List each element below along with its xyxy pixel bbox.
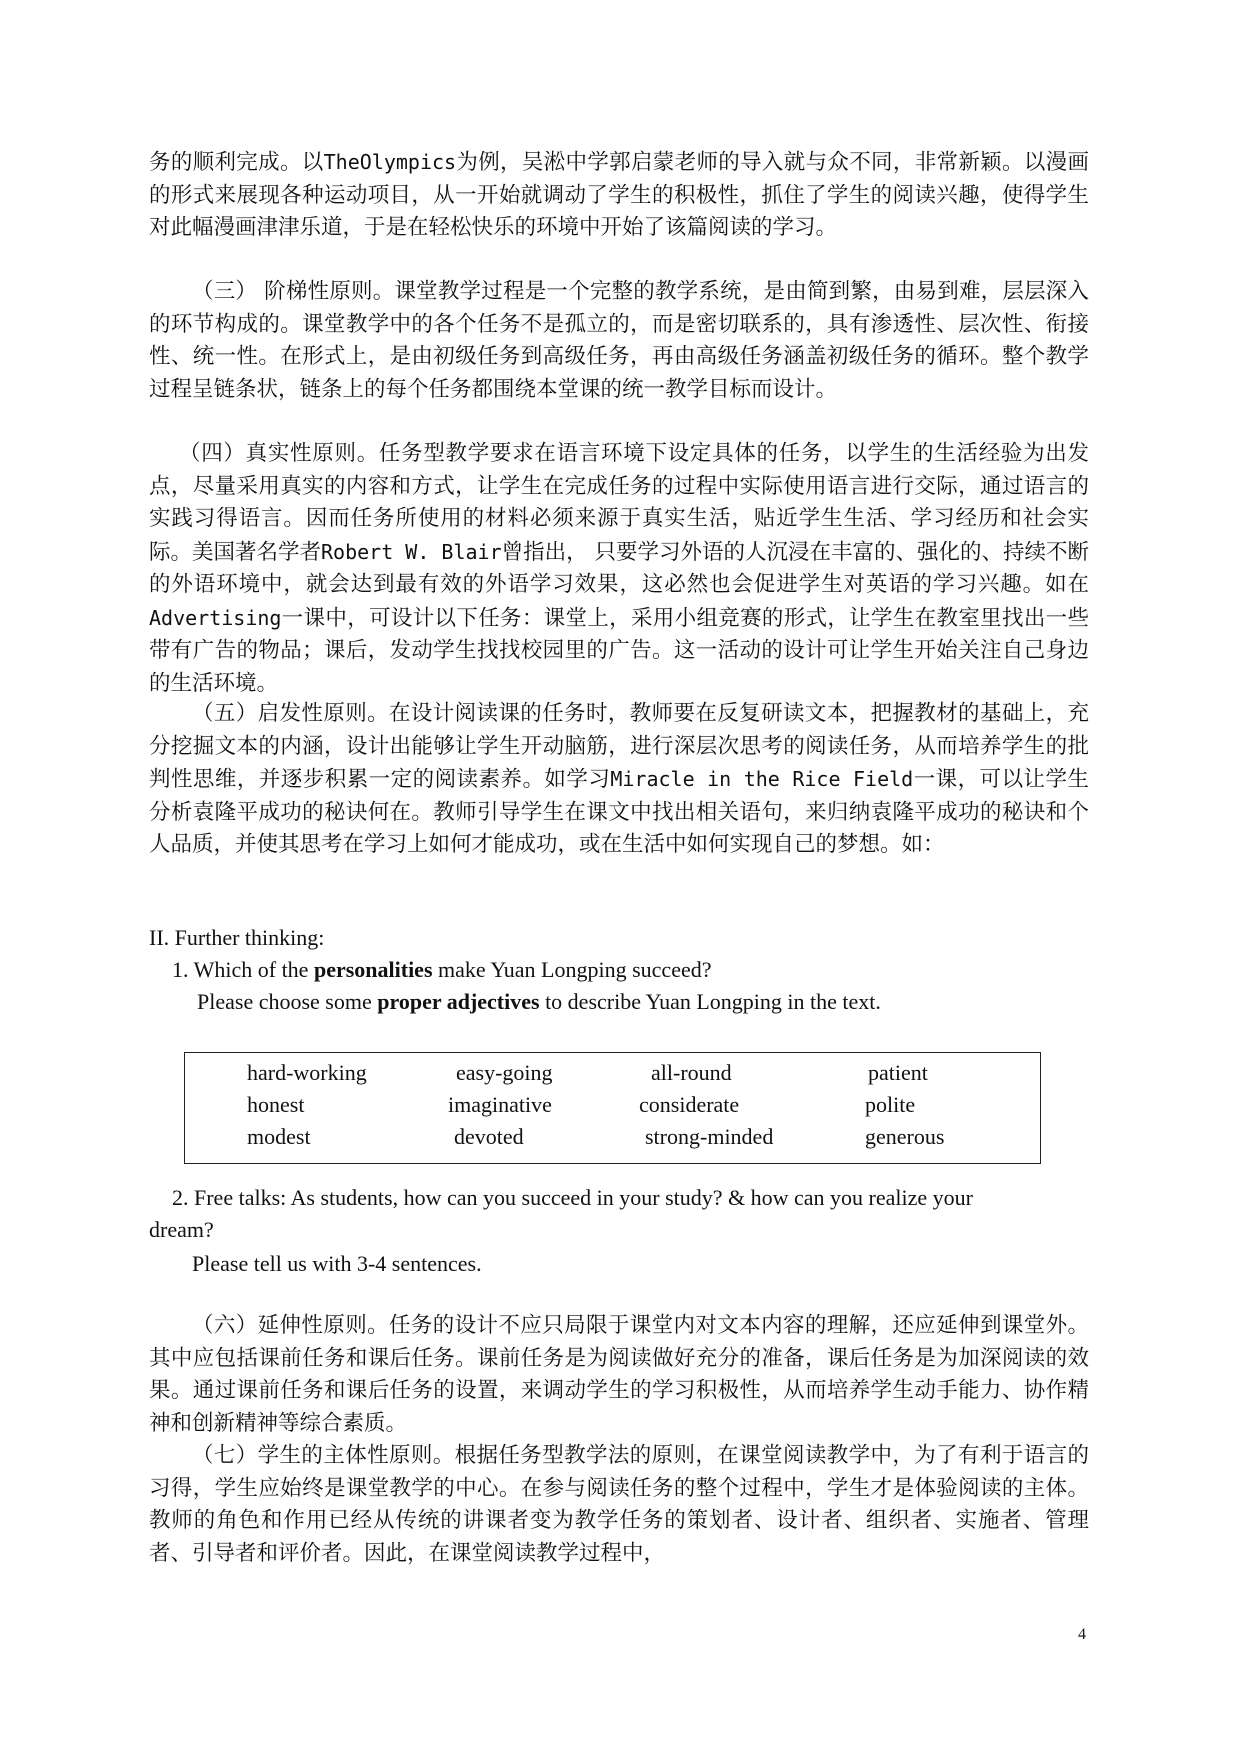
text-run: to describe Yuan Longping in the text.: [539, 989, 881, 1014]
exercise-question-1: [172, 954, 712, 986]
text-run: 曾指出， 只要学习外语的人沉浸在丰富的、强化的、持续不断的外语环境中，就会达到最有效的外语学习效果，这必然也会促进学生对英语的学习兴趣。如在: [149, 539, 1089, 597]
text-run: make Yuan Longping succeed?: [432, 957, 712, 982]
exercise-heading: II. Further thinking:: [149, 925, 325, 950]
adjective-cell: all-round: [651, 1060, 732, 1085]
paragraph-intro-example: [149, 146, 1089, 276]
adjective-cell: polite: [865, 1092, 916, 1117]
text-run-english: TheOlympics: [323, 150, 457, 174]
exercise-question-1-instruction: [197, 986, 881, 1018]
adjective-cell: considerate: [639, 1092, 740, 1117]
text-run: 一课中，可设计以下任务：课堂上，采用小组竞赛的形式，让学生在教室里找出一些带有广告的物品；课后，发动学生找找校园里的广告。这一活动的设计可让学生开始关注自己身边的生活环境。: [149, 605, 1089, 696]
exercise-question-2-line-2: dream?: [149, 1217, 214, 1242]
paragraph-principle-6: [149, 1310, 1089, 1440]
paragraph-principle-4: [149, 438, 1089, 700]
paragraph-principle-7: [149, 1440, 1089, 1570]
adjective-cell: imaginative: [448, 1092, 552, 1117]
paragraph-principle-5: [149, 698, 1089, 862]
text-run: （五）启发性原则。在设计阅读课的任务时，教师要在反复研读文本，把握教材的基础上，充分挖掘文本的内涵，设计出能够让学生开动脑筋，进行深层次思考的阅读任务，从而培养学生的批判性思维，并逐步积累一定的阅读素养。如学习: [149, 701, 1089, 792]
paragraph-principle-3: [149, 276, 1089, 406]
adjective-cell: modest: [247, 1124, 311, 1149]
adjective-cell: patient: [868, 1060, 928, 1085]
adjective-cell: hard-working: [247, 1060, 367, 1085]
adjective-cell: strong-minded: [645, 1124, 774, 1149]
text-run: 务的顺利完成。以: [149, 150, 324, 175]
text-run: 为例，吴淞中学郭启蒙老师的导入就与众不同，非常新颖。以漫画的形式来展现各种运动项目，从一开始就调动了学生的积极性，抓住了学生的阅读兴趣，使得学生对此幅漫画津津乐道，于是在轻松快乐的环境中开始了该篇阅读的学习。: [149, 150, 1089, 240]
text-run: 一课，可以让学生分析袁隆平成功的秘诀何在。教师引导学生在课文中找出相关语句，来归纳袁隆平成功的秘诀和个人品质，并使其思考在学习上如何才能成功，或在生活中如何实现自己的梦想。如：: [149, 767, 1089, 857]
adjective-cell: devoted: [454, 1124, 524, 1149]
text-run: （七）学生的主体性原则。根据任务型教学法的原则，在课堂阅读教学中，为了有利于语言的习得，学生应始终是课堂教学的中心。在参与阅读任务的整个过程中，学生才是体验阅读的主体。教师的角色和作用已经从传统的讲课者变为教学任务的策划者、设计者、组织者、实施者、管理者、引导者和评价者。因此，在课堂阅读教学过程中，: [149, 1443, 1089, 1566]
page-number: 4: [1078, 1626, 1086, 1643]
adjective-cell: easy-going: [456, 1060, 553, 1085]
text-run-english: Advertising: [149, 605, 282, 630]
bold-term: proper adjectives: [377, 989, 540, 1014]
text-run: （六）延伸性原则。任务的设计不应只局限于课堂内对文本内容的理解，还应延伸到课堂外。其中应包括课前任务和课后任务。课前任务是为阅读做好充分的准备，课后任务是为加深阅读的效果。通过课前任务和课后任务的设置，来调动学生的学习积极性，从而培养学生动手能力、协作精神和创新精神等综合素质。: [149, 1313, 1089, 1436]
exercise-question-2-instruction: Please tell us with 3-4 sentences.: [192, 1251, 482, 1276]
adjective-cell: honest: [247, 1092, 305, 1117]
text-run-english: Miracle in the Rice Field: [610, 767, 914, 791]
text-run-english: Robert W. Blair: [321, 539, 502, 564]
text-run: （三） 阶梯性原则。课堂教学过程是一个完整的教学系统，是由简到繁，由易到难，层层深入的环节构成的。课堂教学中的各个任务不是孤立的，而是密切联系的，具有渗透性、层次性、衔接性、统一性。在形式上，是由初级任务到高级任务，再由高级任务涵盖初级任务的循环。整个教学过程呈链条状，链条上的每个任务都围绕本堂课的统一教学目标而设计。: [149, 279, 1089, 402]
text-run: （四）真实性原则。任务型教学要求在语言环境下设定具体的任务，以学生的生活经验为出发点，尽量采用真实的内容和方式，让学生在完成任务的过程中实际使用语言进行交际，通过语言的实践习得语言。因而任务所使用的材料必须来源于真实生活，贴近学生生活、学习经历和社会实际。美国著名学者: [149, 441, 1089, 565]
adjective-cell: generous: [865, 1124, 945, 1149]
bold-term: personalities: [313, 957, 433, 982]
text-run: 1. Which of the: [172, 957, 314, 982]
adjective-box: [184, 1052, 1041, 1164]
text-run: Please choose some: [197, 989, 378, 1014]
exercise-question-2-line-1: 2. Free talks: As students, how can you succeed in your study? & how can you realize your: [172, 1185, 973, 1210]
